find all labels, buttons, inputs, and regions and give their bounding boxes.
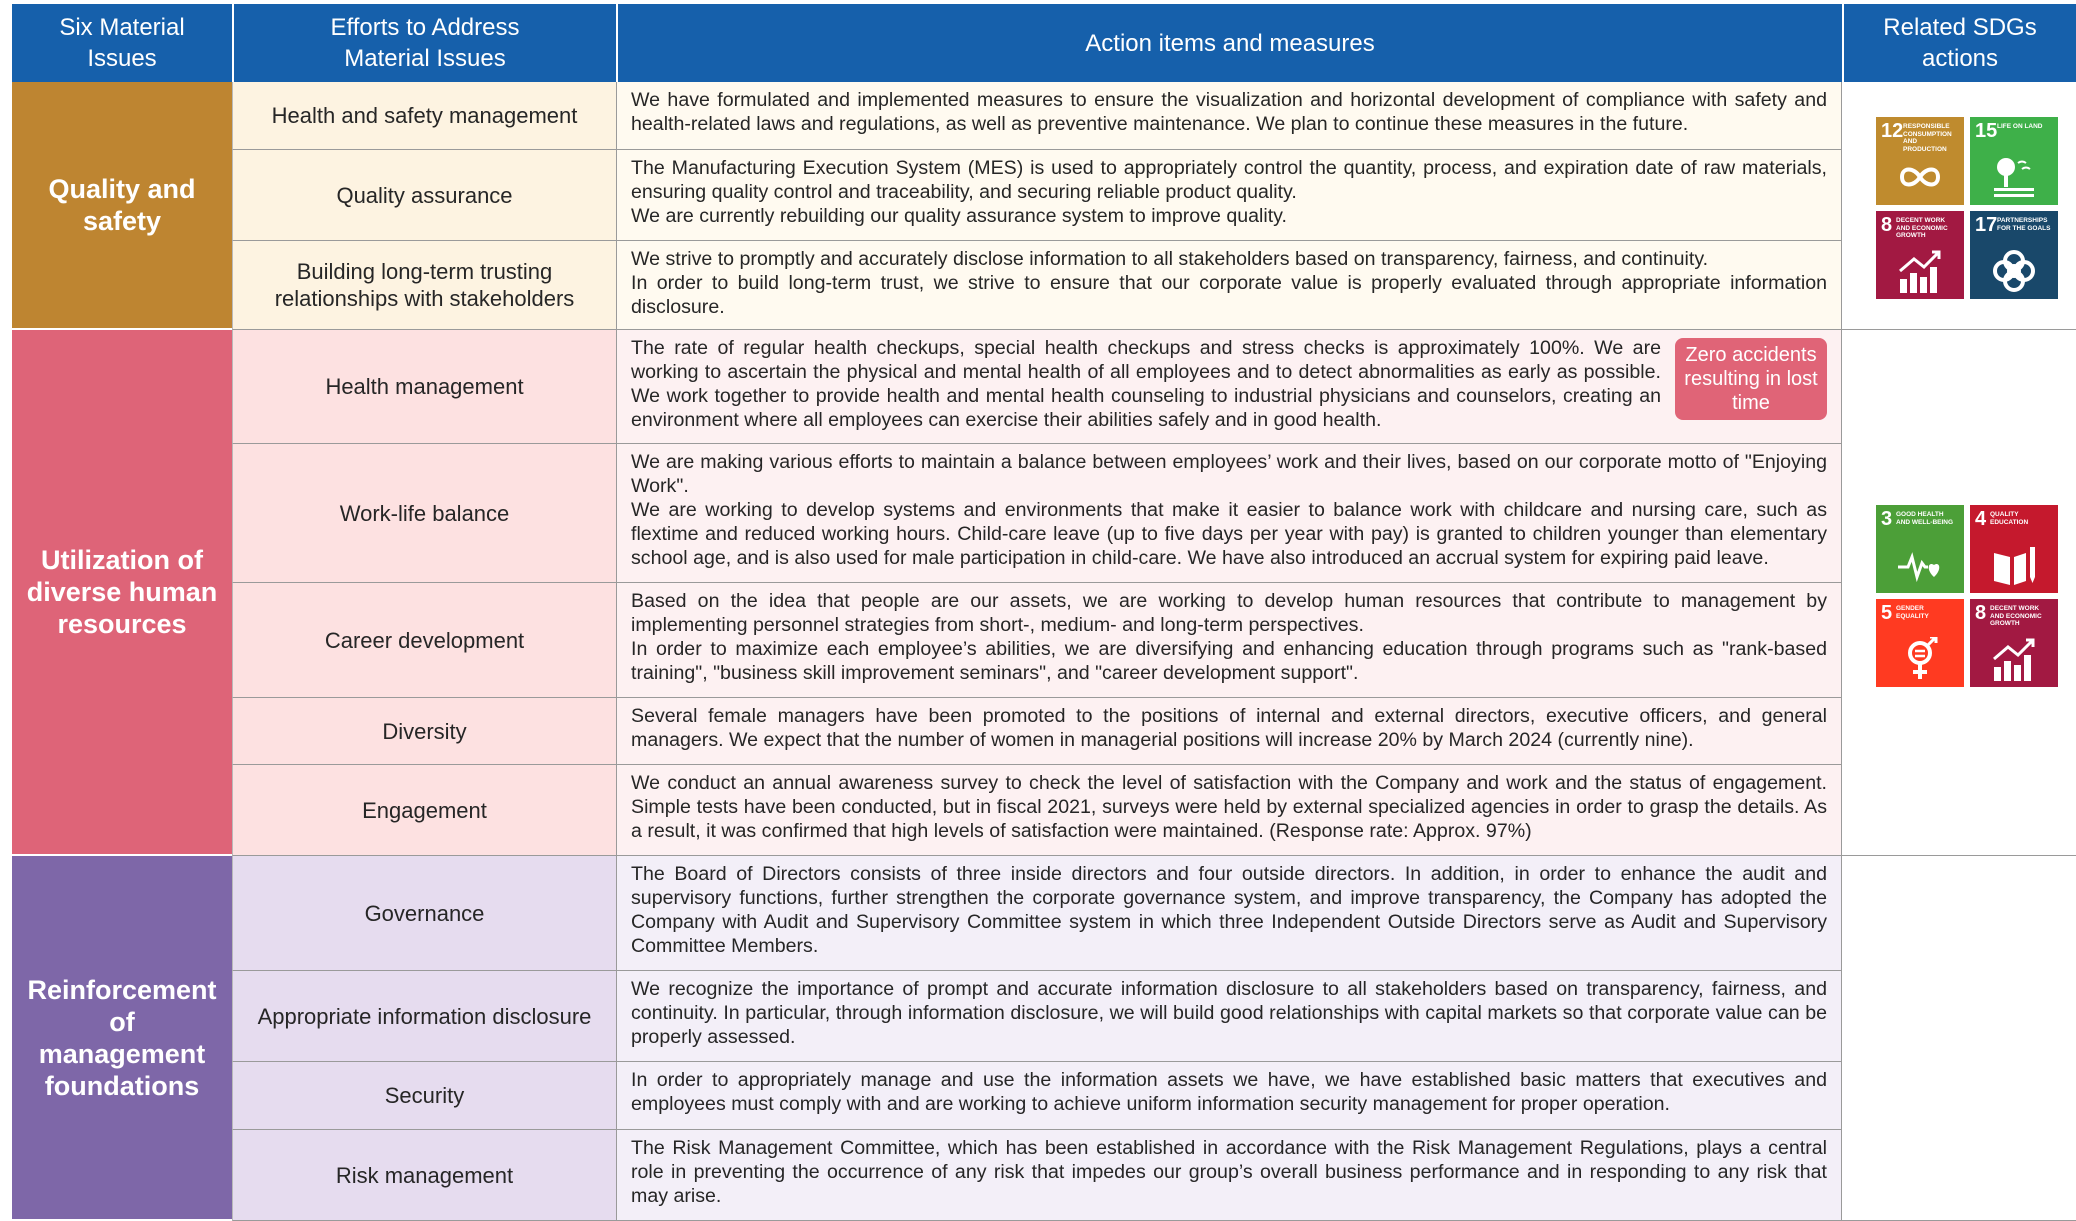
effort-appropriate-information-disclosure [232, 971, 616, 1062]
sdg-8-tile [1970, 599, 2058, 687]
sdg-column-2 [1842, 330, 2076, 856]
sdg-title: QUALITY EDUCATION [1990, 511, 2029, 526]
action-security [616, 1062, 1842, 1130]
action-health-management [616, 330, 1842, 444]
category-management-foundations: Reinforcement of management foundations [12, 856, 232, 1221]
header-six-material-issues: Six Material Issues [12, 4, 232, 82]
sdg-3-tile [1876, 505, 1964, 593]
sdg-title: LIFE ON LAND [1997, 123, 2043, 130]
effort-label: Health management [325, 374, 524, 399]
sdg-title: PARTNERSHIPS FOR THE GOALS [1997, 217, 2051, 232]
sdg-number: 3 [1881, 508, 1893, 530]
sdg-number: 15 [1975, 120, 1998, 142]
action-risk-management [616, 1130, 1842, 1221]
category-quality-and-safety: Quality and safety [12, 82, 232, 330]
effort-health-management [232, 330, 616, 444]
sdg-number: 8 [1881, 214, 1893, 236]
action-health-and-safety-management [616, 82, 1842, 150]
effort-quality-assurance [232, 150, 616, 241]
sdg-8-tile [1876, 211, 1964, 299]
sdg-title: RESPONSIBLE CONSUMPTION AND PRODUCTION [1903, 123, 1952, 153]
action-paragraph: The Board of Directors consists of three inside directors and four outside directors. In addition, in order to enhance the audit and supervisory functions, further strengthen the corporate governance system, and improve transparency, the Company has adopted the Company with Audit and Supervisory Committee system in which three Independent Outside Directors serve as Audit and Supervisory Committee Members. [631, 863, 1827, 957]
effort-engagement [232, 765, 616, 856]
action-paragraph: Several female managers have been promoted to the positions of internal and external directors, executive officers, and general managers. We expect that the number of women in managerial positions will increase 20% by March 2024 (currently nine). [631, 705, 1827, 751]
effort-label: Security [384, 1083, 465, 1108]
effort-label: Quality assurance [336, 182, 513, 208]
effort-governance [232, 856, 616, 971]
action-paragraph: The Risk Management Committee, which has been established in accordance with the Risk Management Regulations, plays a central role in preventing the occurrence of any risk that impedes our group’s overall business performance and in responding to any risk that may arise. [631, 1137, 1827, 1207]
effort-label: Engagement [362, 797, 487, 823]
action-paragraph: We strive to promptly and accurately disclose information to all stakeholders based on transparency, fairness, and continuity. [631, 248, 1709, 270]
effort-career-development [232, 583, 616, 698]
sdg-title: GOOD HEALTH AND WELL-BEING [1896, 511, 1954, 526]
effort-label: Career development [324, 627, 525, 653]
action-paragraph: We are making various efforts to maintain a balance between employees’ work and their lives, based on our corporate motto of "Enjoying Work". [631, 451, 1827, 497]
sdg-number: 5 [1881, 602, 1893, 624]
action-paragraph: We recognize the importance of prompt and accurate information disclosure to all stakeholders based on transparency, fairness, and continuity. In particular, through information disclosure, we will build good relationships with capital markets so that corporate value can be properly assessed. [631, 978, 1827, 1048]
action-governance [616, 856, 1842, 971]
action-paragraph: In order to build long-term trust, we strive to ensure that our corporate value is properly evaluated through appropriate information disclosure. [631, 272, 1827, 318]
sdg-number: 17 [1975, 214, 1998, 236]
action-paragraph: In order to maximize each employee’s abilities, we are diversifying and enhancing education through programs such as "rank-based training", "business skill improvement seminars", and "career development support". [631, 638, 1827, 684]
sdg-title: GENDER EQUALITY [1896, 605, 1929, 620]
sdg-title: DECENT WORK AND ECONOMIC GROWTH [1990, 605, 2042, 627]
action-paragraph: We are working to develop systems and environments that make it easier to balance work with childcare and nursing care, such as flextime and reduced working hours. Child-care leave (up to five days per year with pay) is granted to children younger than elementary school age, and is also used for male participation in child-care. We have also introduced an accrual system for expiring paid leave. [631, 499, 1827, 569]
sdg-column-3 [1842, 856, 2076, 1221]
effort-work-life-balance [232, 444, 616, 583]
category-diverse-human-resources: Utilization of diverse human resources [12, 330, 232, 856]
sdg-15-tile [1970, 117, 2058, 205]
action-paragraph: We conduct an annual awareness survey to check the level of satisfaction with the Company and work and the status of engagement. Simple tests have been conducted, but in fiscal 2021, surveys were held by external specialized agencies in order to grasp the details. As a result, it was confirmed that high levels of satisfaction were maintained. (Response rate: Approx. 97%) [631, 772, 1827, 842]
effort-diversity [232, 698, 616, 765]
action-building-long-term-trusting-relationships-with-stakeholders [616, 241, 1842, 330]
action-engagement [616, 765, 1842, 856]
sdg-number: 12 [1881, 120, 1904, 142]
effort-label: Building long-term trusting relationships with stakeholders [274, 259, 575, 311]
effort-label: Health and safety management [271, 103, 578, 128]
action-paragraph: We are currently rebuilding our quality assurance system to improve quality. [631, 205, 1287, 227]
sdg-number: 4 [1975, 508, 1987, 530]
header-action-items: Action items and measures [616, 4, 1842, 82]
effort-health-and-safety-management [232, 82, 616, 150]
sdg-17-tile [1970, 211, 2058, 299]
action-quality-assurance [616, 150, 1842, 241]
effort-label: Appropriate information disclosure [257, 1003, 592, 1029]
effort-label: Governance [364, 900, 485, 926]
zero-accidents-badge: Zero accidents resulting in lost time [1675, 338, 1827, 420]
effort-building-long-term-trusting-relationships-with-stakeholders [232, 241, 616, 330]
action-paragraph: The rate of regular health checkups, special health checkups and stress checks is approximately 100%. We are working to ascertain the physical and mental health of all employees and to detect abnormalities as early as possible. We work together to provide health and mental health counseling to industrial physicians and counselors, creating an environment where all employees can exercise their abilities safely and in good health. [631, 337, 1661, 431]
effort-label: Diversity [382, 718, 467, 744]
header-related-sdgs: Related SDGs actions [1842, 4, 2076, 82]
sdg-title: DECENT WORK AND ECONOMIC GROWTH [1896, 217, 1948, 239]
action-paragraph: Based on the idea that people are our assets, we are working to develop human resources that contribute to management by implementing personnel strategies from short-, medium- and long-term perspectives. [631, 590, 1827, 636]
sdg-12-tile [1876, 117, 1964, 205]
action-work-life-balance [616, 444, 1842, 583]
effort-label: Risk management [335, 1162, 514, 1188]
action-diversity [616, 698, 1842, 765]
effort-label: Work-life balance [339, 500, 510, 526]
sdg-4-tile [1970, 505, 2058, 593]
sdg-number: 8 [1975, 602, 1987, 624]
effort-security [232, 1062, 616, 1130]
effort-risk-management [232, 1130, 616, 1221]
sdg-5-tile [1876, 599, 1964, 687]
action-career-development [616, 583, 1842, 698]
header-efforts: Efforts to Address Material Issues [232, 4, 616, 82]
action-paragraph: In order to appropriately manage and use the information assets we have, we have established basic matters that executives and employees must comply with and are working to achieve uniform information security management for proper operation. [631, 1069, 1827, 1115]
action-paragraph: The Manufacturing Execution System (MES) is used to appropriately control the quantity, process, and expiration date of raw materials, ensuring quality control and traceability, and securing reliable product quality. [631, 157, 1827, 203]
action-paragraph: We have formulated and implemented measures to ensure the visualization and horizontal development of compliance with safety and health-related laws and regulations, as well as preventive maintenance. We plan to continue these measures in the future. [631, 89, 1827, 135]
action-appropriate-information-disclosure [616, 971, 1842, 1062]
